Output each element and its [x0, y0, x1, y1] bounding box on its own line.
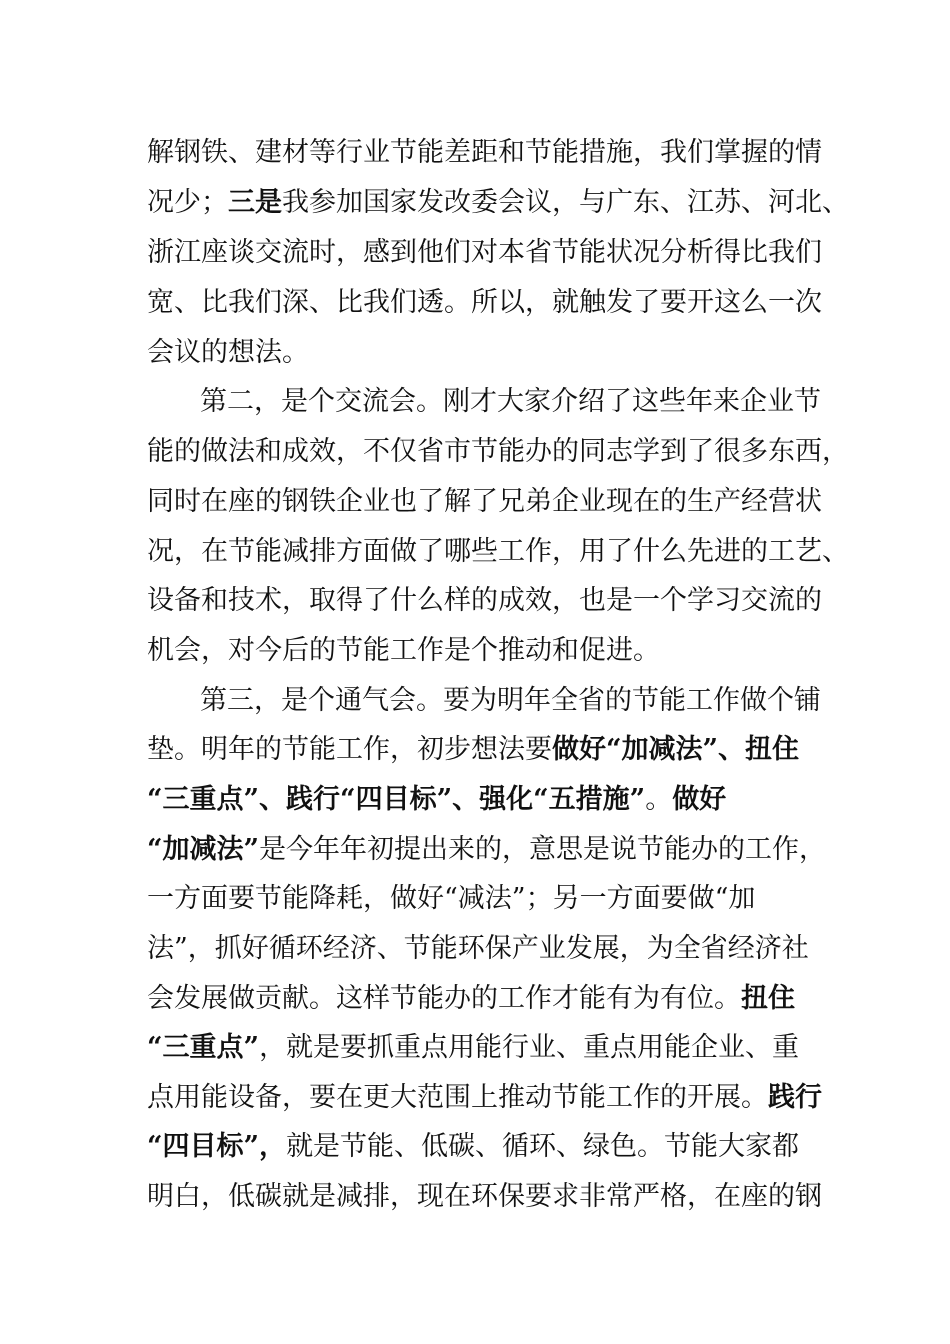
text-line-12	[200, 676, 821, 726]
text-run: 点用能设备，要在更大范围上推动节能工作的开展。	[147, 1082, 768, 1113]
text-line-22	[147, 1172, 822, 1222]
text-run: 会议的想法。	[147, 337, 309, 368]
text-line-11	[147, 626, 660, 676]
bold-text-run: 三是	[228, 187, 282, 218]
text-run: 浙江座谈交流时，感到他们对本省节能状况分析得比我们	[147, 237, 822, 268]
text-run: 同时在座的钢铁企业也了解了兄弟企业现在的生产经营状	[147, 486, 822, 517]
text-run: ，就是要抓重点用能行业、重点用能企业、重	[259, 1032, 800, 1063]
text-run: 宽、比我们深、比我们透。所以，就触发了要开这么一次	[147, 287, 822, 318]
bold-text-run: 做好	[672, 784, 727, 815]
text-line-7	[147, 427, 849, 477]
text-run: 是今年年初提出来的，意思是说节能办的工作，	[259, 834, 827, 865]
text-run: 第三，是个通气会。要为明年全省的节能工作做个铺	[200, 685, 821, 716]
text-run: 我参加国家发改委会议，与广东、江苏、河北、	[282, 187, 849, 218]
text-run: 会发展做贡献。这样节能办的工作才能有为有位。	[147, 983, 741, 1014]
text-line-14	[147, 775, 726, 825]
text-line-6	[200, 377, 821, 427]
text-line-21	[147, 1122, 799, 1172]
text-line-1	[147, 128, 822, 178]
text-run: 机会，对今后的节能工作是个推动和促进。	[147, 635, 660, 666]
text-line-4	[147, 278, 822, 328]
text-run: 能的做法和成效，不仅省市节能办的同志学到了很多东西，	[147, 436, 849, 467]
bold-text-run: “四目标”，	[147, 1131, 287, 1162]
text-line-2	[147, 178, 849, 228]
text-run: 况，在节能减排方面做了哪些工作，用了什么先进的工艺、	[147, 536, 849, 567]
bold-text-run: “加减法”	[147, 834, 260, 865]
text-run: 。	[645, 784, 673, 815]
text-line-18	[147, 974, 795, 1024]
text-run: 第二，是个交流会。刚才大家介绍了这些年来企业节	[200, 386, 821, 417]
text-line-8	[147, 477, 822, 527]
bold-text-run: 扭住	[741, 983, 795, 1014]
text-line-16	[147, 874, 755, 924]
bold-text-run: “三重点”、践行“四目标”、强化“五措施”	[147, 784, 646, 815]
text-run: 垫。明年的节能工作，初步想法要	[147, 734, 552, 765]
text-run: 明白，低碳就是减排，现在环保要求非常严格，在座的钢	[147, 1181, 822, 1212]
bold-text-run: 做好“加减法”、扭住	[552, 734, 800, 765]
text-line-3	[147, 228, 822, 278]
text-line-10	[147, 576, 822, 626]
text-line-9	[147, 527, 849, 577]
text-run: 法”，抓好循环经济、节能环保产业发展，为全省经济社	[147, 933, 809, 964]
text-run: 解钢铁、建材等行业节能差距和节能措施，我们掌握的情	[147, 137, 822, 168]
text-line-15	[147, 825, 826, 875]
text-line-20	[147, 1073, 822, 1123]
bold-text-run: “三重点”	[147, 1032, 260, 1063]
text-line-13	[147, 725, 799, 775]
text-run: 况少；	[147, 187, 228, 218]
text-line-17	[147, 924, 809, 974]
bold-text-run: 践行	[768, 1082, 822, 1113]
text-line-19	[147, 1023, 799, 1073]
text-run: 设备和技术，取得了什么样的成效，也是一个学习交流的	[147, 585, 822, 616]
text-run: 就是节能、低碳、循环、绿色。节能大家都	[286, 1131, 800, 1162]
text-run: 一方面要节能降耗，做好“减法”；另一方面要做“加	[147, 883, 756, 914]
text-line-5	[147, 328, 309, 378]
